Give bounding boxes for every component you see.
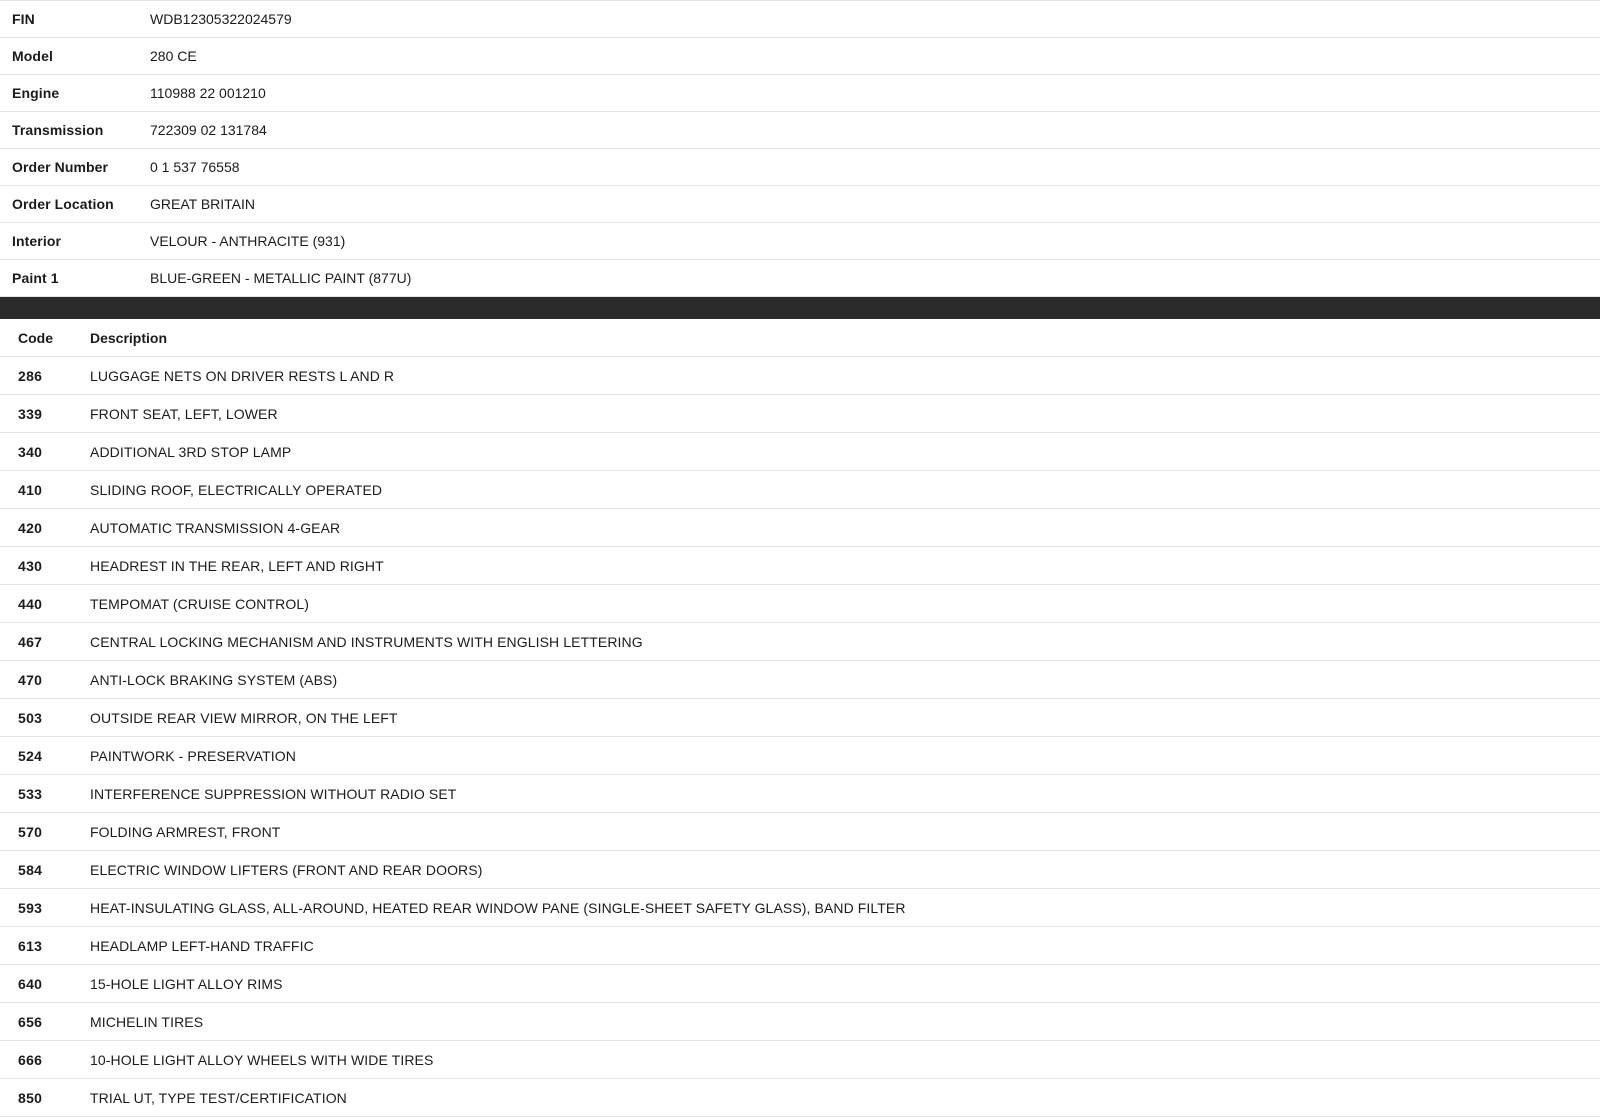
- table-row: [0, 699, 1600, 737]
- code-cell: 470: [18, 672, 43, 688]
- code-cell: 570: [18, 824, 43, 840]
- info-value: 0 1 537 76558: [150, 159, 240, 175]
- table-row: [0, 1079, 1600, 1117]
- code-cell: 584: [18, 862, 43, 878]
- info-value: 280 CE: [150, 48, 197, 64]
- table-row: [0, 1003, 1600, 1041]
- description-cell: HEADLAMP LEFT-HAND TRAFFIC: [90, 938, 314, 954]
- code-cell: 503: [18, 710, 43, 726]
- description-cell: ANTI-LOCK BRAKING SYSTEM (ABS): [90, 672, 338, 688]
- column-header-description: Description: [90, 330, 168, 346]
- table-row: [0, 395, 1600, 433]
- code-cell: 524: [18, 748, 43, 764]
- description-cell: MICHELIN TIRES: [90, 1014, 204, 1030]
- table-row: [0, 661, 1600, 699]
- info-label: Paint 1: [12, 270, 59, 286]
- table-row: [0, 509, 1600, 547]
- description-cell: SLIDING ROOF, ELECTRICALLY OPERATED: [90, 482, 383, 498]
- code-cell: 666: [18, 1052, 43, 1068]
- table-row: [0, 927, 1600, 965]
- description-cell: FOLDING ARMREST, FRONT: [90, 824, 281, 840]
- info-label: Order Number: [12, 159, 109, 175]
- table-row: [0, 547, 1600, 585]
- description-cell: FRONT SEAT, LEFT, LOWER: [90, 406, 278, 422]
- code-cell: 850: [18, 1090, 43, 1106]
- vehicle-info-body: [0, 1, 1600, 297]
- table-row: [0, 889, 1600, 927]
- description-cell: AUTOMATIC TRANSMISSION 4-GEAR: [90, 520, 341, 536]
- description-cell: ELECTRIC WINDOW LIFTERS (FRONT AND REAR DOORS): [90, 862, 483, 878]
- info-value: VELOUR - ANTHRACITE (931): [150, 233, 346, 249]
- table-row: [0, 38, 1600, 75]
- code-cell: 430: [18, 558, 43, 574]
- info-value: 110988 22 001210: [150, 85, 266, 101]
- code-cell: 656: [18, 1014, 43, 1030]
- table-row: [0, 1, 1600, 38]
- description-cell: OUTSIDE REAR VIEW MIRROR, ON THE LEFT: [90, 710, 398, 726]
- table-row: [0, 965, 1600, 1003]
- description-cell: ADDITIONAL 3RD STOP LAMP: [90, 444, 292, 460]
- code-cell: 640: [18, 976, 43, 992]
- description-cell: HEAT-INSULATING GLASS, ALL-AROUND, HEATED REAR WINDOW PANE (SINGLE-SHEET SAFETY GLASS), BAND FILTER: [90, 900, 906, 916]
- description-cell: LUGGAGE NETS ON DRIVER RESTS L AND R: [90, 368, 395, 384]
- description-cell: PAINTWORK - PRESERVATION: [90, 748, 296, 764]
- code-cell: 533: [18, 786, 43, 802]
- option-codes-body: [0, 357, 1600, 1117]
- code-cell: 340: [18, 444, 43, 460]
- vehicle-info-table: [0, 0, 1600, 297]
- info-value: WDB12305322024579: [150, 11, 292, 27]
- table-row: [0, 623, 1600, 661]
- table-row: [0, 471, 1600, 509]
- table-row: [0, 149, 1600, 186]
- table-row: [0, 433, 1600, 471]
- section-divider-band: [0, 297, 1600, 319]
- info-label: FIN: [12, 11, 35, 27]
- code-cell: 593: [18, 900, 43, 916]
- code-cell: 440: [18, 596, 43, 612]
- description-cell: INTERFERENCE SUPPRESSION WITHOUT RADIO SET: [90, 786, 457, 802]
- table-row: [0, 1041, 1600, 1079]
- info-label: Model: [12, 48, 53, 64]
- table-row: [0, 775, 1600, 813]
- table-row: [0, 112, 1600, 149]
- table-row: [0, 223, 1600, 260]
- info-label: Interior: [12, 233, 62, 249]
- table-row: [0, 813, 1600, 851]
- code-cell: 339: [18, 406, 43, 422]
- table-row: [0, 75, 1600, 112]
- option-codes-header: [0, 319, 1600, 357]
- code-cell: 467: [18, 634, 43, 650]
- info-label: Transmission: [12, 122, 104, 138]
- table-row: [0, 186, 1600, 223]
- description-cell: 10-HOLE LIGHT ALLOY WHEELS WITH WIDE TIRES: [90, 1052, 434, 1068]
- option-codes-table: [0, 319, 1600, 1117]
- info-label: Engine: [12, 85, 60, 101]
- info-value: 722309 02 131784: [150, 122, 267, 138]
- description-cell: HEADREST IN THE REAR, LEFT AND RIGHT: [90, 558, 384, 574]
- table-row: [0, 260, 1600, 297]
- code-cell: 613: [18, 938, 43, 954]
- info-label: Order Location: [12, 196, 114, 212]
- code-cell: 420: [18, 520, 43, 536]
- table-header-row: [0, 319, 1600, 357]
- description-cell: 15-HOLE LIGHT ALLOY RIMS: [90, 976, 283, 992]
- info-value: GREAT BRITAIN: [150, 196, 256, 212]
- table-row: [0, 585, 1600, 623]
- description-cell: TEMPOMAT (CRUISE CONTROL): [90, 596, 309, 612]
- description-cell: TRIAL UT, TYPE TEST/CERTIFICATION: [90, 1090, 347, 1106]
- table-row: [0, 851, 1600, 889]
- table-row: [0, 737, 1600, 775]
- column-header-code: Code: [18, 330, 53, 346]
- description-cell: CENTRAL LOCKING MECHANISM AND INSTRUMENTS WITH ENGLISH LETTERING: [90, 634, 643, 650]
- table-row: [0, 357, 1600, 395]
- code-cell: 410: [18, 482, 43, 498]
- code-cell: 286: [18, 368, 43, 384]
- info-value: BLUE-GREEN - METALLIC PAINT (877U): [150, 270, 412, 286]
